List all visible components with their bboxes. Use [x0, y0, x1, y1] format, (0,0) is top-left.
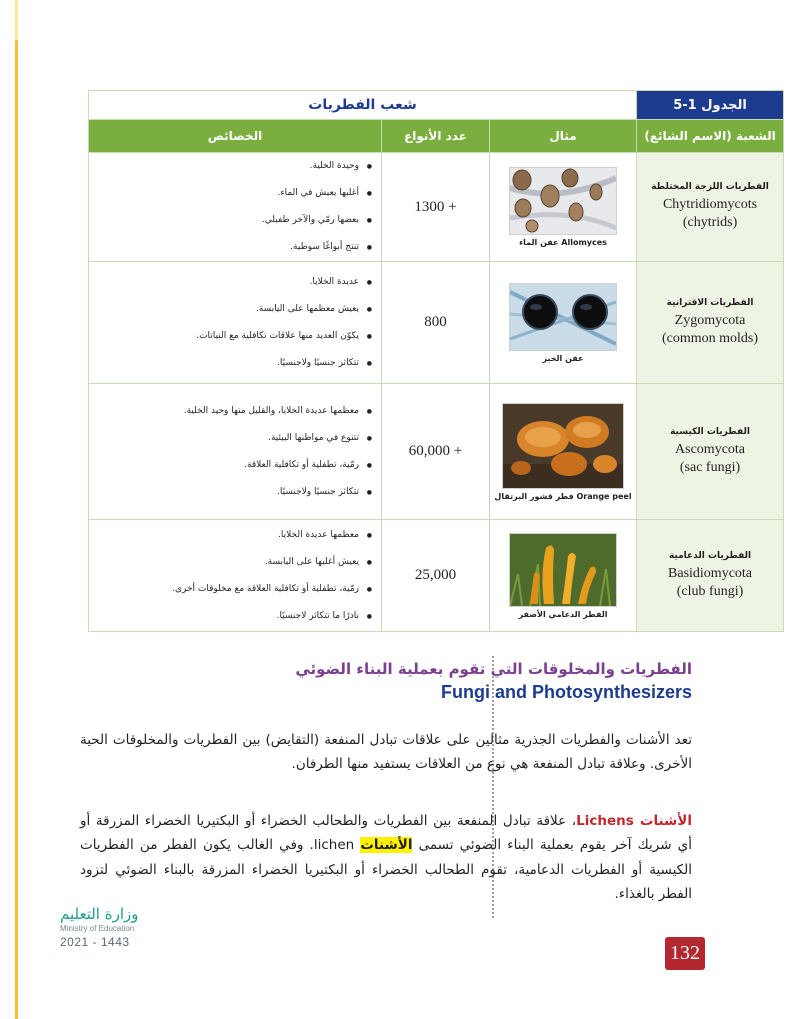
table-row	[89, 262, 784, 384]
trait-item: ● تنتج أبواغًا سوطية.	[89, 234, 359, 261]
header-phylum: الشعبة (الاسم الشائع)	[637, 120, 784, 153]
trait-item: ● تتكاثر جنسيًا ولاجنسيًا.	[89, 350, 359, 377]
fungi-phyla-table	[88, 90, 784, 632]
ministry-logo	[60, 905, 139, 949]
trait-item: ● أغلبها يعيش في الماء.	[89, 180, 359, 207]
trait-item: ● وحيدة الخلية.	[89, 153, 359, 180]
trait-item: ● بعضها رمّي والآخر طفيلي.	[89, 207, 359, 234]
paragraph-text: ، علاقة تبادل المنفعة بين الفطريات والطحالب الخضراء أو البكتيريا الخضراء المزرقة أو أي شريك آخر يقوم بعملية البناء الضوئي تسمى	[80, 812, 692, 853]
example-caption: فطر قشور البرتقال Orange peel	[494, 491, 632, 501]
bread-mold-photo	[509, 283, 617, 351]
ministry-name-en: Ministry of Education	[60, 924, 135, 933]
orange-peel-fungus-photo	[502, 403, 624, 489]
phylum-common-name: (sac fungi)	[679, 459, 741, 475]
trait-item: ● رمّية، تطفلية أو تكافلية العلاقة.	[89, 452, 359, 479]
margin-rule-top	[15, 0, 18, 40]
paragraph-lichens	[80, 809, 692, 907]
trait-item: ● يكوّن العديد منها علاقات تكافلية مع النباتات.	[89, 323, 359, 350]
traits-cell	[89, 384, 382, 520]
trait-item: ● يعيش معظمها على اليابسة.	[89, 296, 359, 323]
phylum-cell	[637, 384, 784, 520]
section-title-ar: الفطريات والمخلوقات التي تقوم بعملية البناء الضوئي	[295, 660, 692, 678]
species-count: 25,000	[382, 520, 490, 632]
header-example: مثال	[490, 120, 637, 153]
table-caption: الجدول 1-5	[637, 91, 784, 120]
term-lichens: الأشنات Lichens	[576, 812, 692, 829]
yellow-club-fungus-photo	[509, 533, 617, 607]
example-cell	[490, 262, 637, 384]
paragraph-text: lichen. وفي الغالب يكون الفطر من الفطريات الكيسية أو الفطريات الدعامية، تقوم الطحالب الخضراء أو البكتيريا الخضراء المزرقة بالبناء الضوئي لتزود الفطر بالغذاء.	[80, 837, 692, 902]
header-traits: الخصائص	[89, 120, 382, 153]
trait-item: ● عديدة الخلايا.	[89, 269, 359, 296]
phylum-name-en: Chytridiomycots	[662, 197, 758, 212]
table-row	[89, 153, 784, 262]
table-row	[89, 384, 784, 520]
phylum-name-en: Basidiomycota	[668, 565, 753, 581]
phylum-common-name: (chytrids)	[682, 215, 738, 230]
phylum-name-en: Ascomycota	[675, 441, 746, 457]
section-title-en: Fungi and Photosynthesizers	[440, 682, 692, 702]
trait-item: ● رمّية، تطفلية أو تكافلية العلاقة مع مخلوقات أخرى.	[89, 576, 359, 603]
trait-item: ● نادرًا ما تتكاثر لاجنسيًا.	[89, 603, 359, 630]
trait-item: ● معظمها عديدة الخلايا، والقليل منها وحيد الخلية.	[89, 398, 359, 425]
species-count: 800	[382, 262, 490, 384]
phylum-common-name: (club fungi)	[676, 583, 744, 599]
example-cell	[490, 520, 637, 632]
phylum-name-ar: الفطريات اللزجة المختلطة	[651, 182, 769, 192]
phylum-name-ar: الفطريات الدعامية	[668, 550, 752, 561]
chytrid-photo	[509, 167, 617, 235]
example-cell	[490, 153, 637, 262]
phylum-common-name: (common molds)	[662, 330, 759, 346]
phylum-name-en: Zygomycota	[674, 312, 746, 328]
margin-rule	[15, 0, 18, 1019]
traits-cell	[89, 262, 382, 384]
trait-item: ● يعيش أغلبها على اليابسة.	[89, 549, 359, 576]
header-species: عدد الأنواع	[382, 120, 490, 153]
highlighted-term: الأشنات	[360, 837, 413, 853]
species-count: 60,000 +	[382, 384, 490, 520]
traits-cell	[89, 520, 382, 632]
trait-item: ● معظمها عديدة الخلايا.	[89, 522, 359, 549]
species-count: 1300 +	[382, 153, 490, 262]
ministry-name-ar: وزارة التعليم	[60, 905, 139, 923]
example-caption: عفن الماء Allomyces	[519, 238, 607, 247]
page-number: 132	[665, 937, 705, 970]
traits-cell	[89, 153, 382, 262]
trait-item: ● تتكاثر جنسيًا ولاجنسيًا.	[89, 479, 359, 506]
phylum-cell	[637, 262, 784, 384]
example-caption: عفن الخبز	[542, 353, 584, 363]
trait-item: ● تتنوع في مواطنها البيئية.	[89, 425, 359, 452]
phylum-cell	[637, 153, 784, 262]
table-title: شعب الفطريات	[89, 91, 637, 120]
table-row	[89, 520, 784, 632]
phylum-cell	[637, 520, 784, 632]
example-caption: الفطر الدعامي الأصفر	[518, 609, 608, 619]
phylum-name-ar: الفطريات الكيسية	[670, 426, 750, 437]
phylum-name-ar: الفطريات الاقترانية	[666, 297, 754, 308]
example-cell	[490, 384, 637, 520]
paragraph-mutualism: تعد الأشنات والفطريات الجذرية مثالين على علاقات تبادل المنفعة (التقايض) بين الفطريات والمخلوقات الحية الأخرى. وعلاقة تبادل المنفعة هي نوع من العلاقات يستفيد منها الطرفان.	[80, 731, 692, 772]
edition-year: 2021 - 1443	[60, 935, 130, 949]
